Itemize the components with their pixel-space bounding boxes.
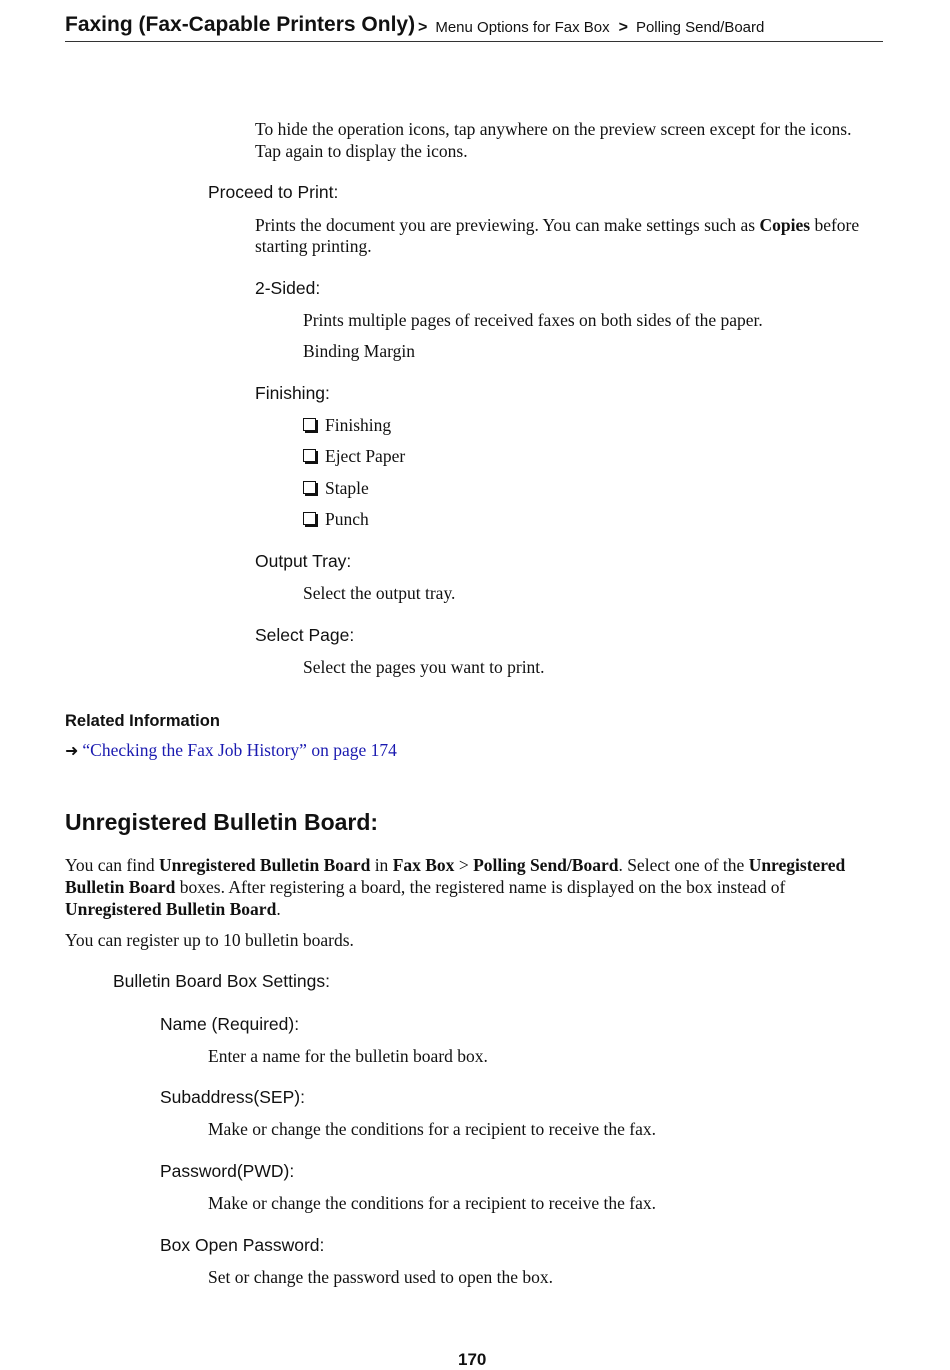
two-sided-desc: Prints multiple pages of received faxes on both sides of the paper. (303, 310, 763, 330)
password-label: Password(PWD): (160, 1161, 295, 1181)
proceed-to-print-label: Proceed to Print: (208, 182, 339, 202)
binding-margin-item: Binding Margin (303, 341, 415, 361)
checkbox-bullet-icon (303, 481, 316, 494)
box-settings-label: Bulletin Board Box Settings: (113, 971, 330, 991)
password-desc: Make or change the conditions for a recipient to receive the fax. (208, 1193, 657, 1213)
list-item: Punch (303, 508, 369, 530)
paragraph-line: You can find Unregistered Bulletin Board in Fax Box > Polling Send/Board. Select one of the Unregistered (65, 855, 846, 875)
intro-line-1: To hide the operation icons, tap anywhere on the preview screen except for the icons. (255, 119, 852, 139)
name-required-label: Name (Required): (160, 1014, 300, 1034)
finishing-label: Finishing: (255, 383, 330, 403)
output-tray-desc: Select the output tray. (303, 583, 456, 603)
paragraph-line: Unregistered Bulletin Board. (65, 899, 281, 919)
proceed-to-print-desc: Prints the document you are previewing. You can make settings such as Copies before (255, 215, 860, 235)
arrow-right-icon: ➜ (65, 743, 79, 760)
breadcrumb (410, 19, 764, 37)
chapter-title: Faxing (Fax-Capable Printers Only) (65, 13, 416, 36)
select-page-desc: Select the pages you want to print. (303, 657, 545, 677)
list-item: Finishing (303, 414, 391, 436)
list-item: Staple (303, 477, 369, 499)
related-information-title: Related Information (65, 712, 220, 730)
section-heading: Unregistered Bulletin Board: (65, 809, 379, 835)
register-limit-text: You can register up to 10 bulletin boards. (65, 930, 354, 950)
breadcrumb-menu-options[interactable]: Menu Options for Fax Box (435, 19, 610, 36)
subaddress-desc: Make or change the conditions for a recipient to receive the fax. (208, 1119, 657, 1139)
paragraph-line: Bulletin Board boxes. After registering a board, the registered name is displayed on the box instead of (65, 877, 786, 897)
subaddress-label: Subaddress(SEP): (160, 1087, 305, 1107)
page-header (65, 12, 883, 42)
checkbox-bullet-icon (303, 512, 316, 525)
proceed-to-print-desc-line2: starting printing. (255, 236, 372, 256)
box-open-password-label: Box Open Password: (160, 1235, 325, 1255)
copies-term: Copies (759, 215, 811, 235)
output-tray-label: Output Tray: (255, 551, 352, 571)
fax-job-history-link[interactable]: “Checking the Fax Job History” on page 174 (82, 740, 397, 760)
breadcrumb-separator: > (618, 19, 628, 36)
page-number: 170 (458, 1350, 487, 1369)
breadcrumb-separator: > (418, 19, 428, 36)
box-open-password-desc: Set or change the password used to open the box. (208, 1267, 554, 1287)
name-required-desc: Enter a name for the bulletin board box. (208, 1046, 488, 1066)
two-sided-label: 2-Sided: (255, 278, 321, 298)
select-page-label: Select Page: (255, 625, 355, 645)
intro-line-2: Tap again to display the icons. (255, 141, 468, 161)
breadcrumb-polling-send-board[interactable]: Polling Send/Board (635, 19, 765, 36)
checkbox-bullet-icon (303, 418, 316, 431)
related-link-row (65, 740, 397, 761)
checkbox-bullet-icon (303, 449, 316, 462)
list-item: Eject Paper (303, 445, 405, 467)
